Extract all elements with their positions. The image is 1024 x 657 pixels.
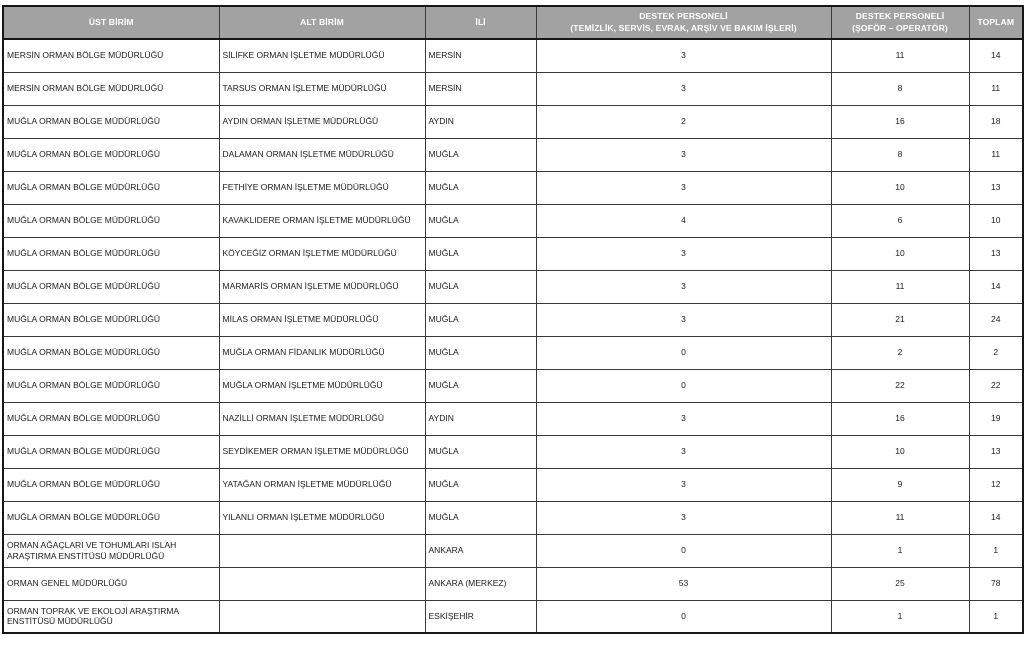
cell-destek-personeli-sofor: 21 xyxy=(831,303,969,336)
table-row xyxy=(3,336,1023,369)
cell-destek-personeli-sofor: 16 xyxy=(831,402,969,435)
cell-destek-personeli-sofor: 6 xyxy=(831,204,969,237)
cell-toplam: 14 xyxy=(969,39,1023,72)
cell-ust-birim: MUĞLA ORMAN BÖLGE MÜDÜRLÜĞÜ xyxy=(3,369,219,402)
cell-destek-personeli-sofor: 10 xyxy=(831,171,969,204)
column-header-alt-birim: ALT BİRİM xyxy=(219,6,425,39)
cell-toplam: 11 xyxy=(969,138,1023,171)
cell-destek-personeli-sofor: 2 xyxy=(831,336,969,369)
cell-toplam: 14 xyxy=(969,270,1023,303)
cell-ust-birim: ORMAN AĞAÇLARI VE TOHUMLARI ISLAH ARAŞTIRMA ENSTİTÜSÜ MÜDÜRLÜĞÜ xyxy=(3,534,219,567)
cell-ili: MUĞLA xyxy=(425,138,536,171)
cell-toplam: 13 xyxy=(969,171,1023,204)
cell-destek-personeli-temizlik: 0 xyxy=(536,369,831,402)
table-row xyxy=(3,204,1023,237)
cell-toplam: 18 xyxy=(969,105,1023,138)
cell-alt-birim: FETHİYE ORMAN İŞLETME MÜDÜRLÜĞÜ xyxy=(219,171,425,204)
table-row xyxy=(3,501,1023,534)
cell-ili: MUĞLA xyxy=(425,270,536,303)
cell-destek-personeli-sofor: 11 xyxy=(831,39,969,72)
cell-destek-personeli-sofor: 9 xyxy=(831,468,969,501)
cell-destek-personeli-temizlik: 3 xyxy=(536,270,831,303)
cell-ili: ANKARA xyxy=(425,534,536,567)
cell-ust-birim: MUĞLA ORMAN BÖLGE MÜDÜRLÜĞÜ xyxy=(3,402,219,435)
cell-toplam: 10 xyxy=(969,204,1023,237)
cell-destek-personeli-temizlik: 3 xyxy=(536,468,831,501)
cell-toplam: 2 xyxy=(969,336,1023,369)
cell-destek-personeli-temizlik: 53 xyxy=(536,567,831,600)
cell-ili: MUĞLA xyxy=(425,468,536,501)
table-row xyxy=(3,435,1023,468)
cell-ust-birim: MUĞLA ORMAN BÖLGE MÜDÜRLÜĞÜ xyxy=(3,435,219,468)
cell-alt-birim xyxy=(219,534,425,567)
table-row xyxy=(3,138,1023,171)
cell-alt-birim: KAVAKLIDERE ORMAN İŞLETME MÜDÜRLÜĞÜ xyxy=(219,204,425,237)
column-header-destek-personeli-temizlik: DESTEK PERSONELİ (TEMİZLİK, SERVİS, EVRAK, ARŞİV VE BAKIM İŞLERİ) xyxy=(536,6,831,39)
cell-ust-birim: MUĞLA ORMAN BÖLGE MÜDÜRLÜĞÜ xyxy=(3,468,219,501)
personnel-table xyxy=(2,5,1024,634)
cell-destek-personeli-sofor: 8 xyxy=(831,138,969,171)
cell-alt-birim: YILANLI ORMAN İŞLETME MÜDÜRLÜĞÜ xyxy=(219,501,425,534)
table-row xyxy=(3,468,1023,501)
cell-destek-personeli-temizlik: 3 xyxy=(536,138,831,171)
cell-ili: MUĞLA xyxy=(425,204,536,237)
cell-destek-personeli-sofor: 11 xyxy=(831,501,969,534)
cell-ust-birim: MUĞLA ORMAN BÖLGE MÜDÜRLÜĞÜ xyxy=(3,138,219,171)
cell-ust-birim: MUĞLA ORMAN BÖLGE MÜDÜRLÜĞÜ xyxy=(3,105,219,138)
personnel-table-container xyxy=(2,5,1022,634)
cell-toplam: 19 xyxy=(969,402,1023,435)
cell-ili: ANKARA (MERKEZ) xyxy=(425,567,536,600)
cell-alt-birim: DALAMAN ORMAN İŞLETME MÜDÜRLÜĞÜ xyxy=(219,138,425,171)
column-header-ust-birim: ÜST BİRİM xyxy=(3,6,219,39)
cell-toplam: 78 xyxy=(969,567,1023,600)
cell-alt-birim: MUĞLA ORMAN İŞLETME MÜDÜRLÜĞÜ xyxy=(219,369,425,402)
cell-toplam: 1 xyxy=(969,534,1023,567)
cell-destek-personeli-sofor: 22 xyxy=(831,369,969,402)
cell-ust-birim: MERSİN ORMAN BÖLGE MÜDÜRLÜĞÜ xyxy=(3,39,219,72)
cell-toplam: 11 xyxy=(969,72,1023,105)
cell-destek-personeli-temizlik: 0 xyxy=(536,600,831,633)
table-row xyxy=(3,270,1023,303)
cell-destek-personeli-temizlik: 3 xyxy=(536,237,831,270)
cell-ust-birim: MUĞLA ORMAN BÖLGE MÜDÜRLÜĞÜ xyxy=(3,171,219,204)
cell-destek-personeli-temizlik: 3 xyxy=(536,402,831,435)
cell-alt-birim: AYDIN ORMAN İŞLETME MÜDÜRLÜĞÜ xyxy=(219,105,425,138)
cell-destek-personeli-sofor: 16 xyxy=(831,105,969,138)
cell-ili: MUĞLA xyxy=(425,171,536,204)
cell-destek-personeli-temizlik: 3 xyxy=(536,72,831,105)
cell-alt-birim: SEYDİKEMER ORMAN İŞLETME MÜDÜRLÜĞÜ xyxy=(219,435,425,468)
cell-alt-birim: TARSUS ORMAN İŞLETME MÜDÜRLÜĞÜ xyxy=(219,72,425,105)
cell-ili: MUĞLA xyxy=(425,435,536,468)
cell-ust-birim: MUĞLA ORMAN BÖLGE MÜDÜRLÜĞÜ xyxy=(3,501,219,534)
table-row xyxy=(3,72,1023,105)
cell-alt-birim: NAZİLLİ ORMAN İŞLETME MÜDÜRLÜĞÜ xyxy=(219,402,425,435)
cell-alt-birim: KÖYCEĞİZ ORMAN İŞLETME MÜDÜRLÜĞÜ xyxy=(219,237,425,270)
cell-ili: MUĞLA xyxy=(425,303,536,336)
cell-destek-personeli-temizlik: 0 xyxy=(536,534,831,567)
cell-alt-birim xyxy=(219,600,425,633)
cell-ili: MUĞLA xyxy=(425,501,536,534)
cell-toplam: 14 xyxy=(969,501,1023,534)
cell-alt-birim: MİLAS ORMAN İŞLETME MÜDÜRLÜĞÜ xyxy=(219,303,425,336)
cell-ili: MUĞLA xyxy=(425,369,536,402)
table-row xyxy=(3,567,1023,600)
table-head xyxy=(3,6,1023,39)
table-body xyxy=(3,39,1023,633)
cell-destek-personeli-temizlik: 3 xyxy=(536,501,831,534)
cell-ili: MERSİN xyxy=(425,72,536,105)
column-header-toplam: TOPLAM xyxy=(969,6,1023,39)
cell-toplam: 13 xyxy=(969,435,1023,468)
cell-toplam: 12 xyxy=(969,468,1023,501)
cell-toplam: 24 xyxy=(969,303,1023,336)
table-row xyxy=(3,369,1023,402)
cell-ili: MUĞLA xyxy=(425,336,536,369)
cell-destek-personeli-sofor: 8 xyxy=(831,72,969,105)
cell-ust-birim: MERSİN ORMAN BÖLGE MÜDÜRLÜĞÜ xyxy=(3,72,219,105)
cell-destek-personeli-sofor: 1 xyxy=(831,534,969,567)
cell-destek-personeli-temizlik: 3 xyxy=(536,435,831,468)
cell-destek-personeli-sofor: 10 xyxy=(831,435,969,468)
header-row xyxy=(3,6,1023,39)
cell-destek-personeli-temizlik: 3 xyxy=(536,303,831,336)
cell-toplam: 13 xyxy=(969,237,1023,270)
cell-toplam: 22 xyxy=(969,369,1023,402)
column-header-ili: İLİ xyxy=(425,6,536,39)
cell-toplam: 1 xyxy=(969,600,1023,633)
cell-ust-birim: MUĞLA ORMAN BÖLGE MÜDÜRLÜĞÜ xyxy=(3,204,219,237)
column-header-destek-personeli-sofor: DESTEK PERSONELİ (ŞOFÖR – OPERATÖR) xyxy=(831,6,969,39)
cell-alt-birim: MUĞLA ORMAN FİDANLIK MÜDÜRLÜĞÜ xyxy=(219,336,425,369)
table-row xyxy=(3,39,1023,72)
cell-ust-birim: MUĞLA ORMAN BÖLGE MÜDÜRLÜĞÜ xyxy=(3,336,219,369)
cell-destek-personeli-sofor: 10 xyxy=(831,237,969,270)
table-row xyxy=(3,402,1023,435)
cell-destek-personeli-temizlik: 2 xyxy=(536,105,831,138)
cell-ili: MERSİN xyxy=(425,39,536,72)
cell-ust-birim: ORMAN TOPRAK VE EKOLOJİ ARAŞTIRMA ENSTİTÜSÜ MÜDÜRLÜĞÜ xyxy=(3,600,219,633)
cell-destek-personeli-sofor: 25 xyxy=(831,567,969,600)
cell-alt-birim xyxy=(219,567,425,600)
cell-ili: ESKİŞEHİR xyxy=(425,600,536,633)
cell-alt-birim: YATAĞAN ORMAN İŞLETME MÜDÜRLÜĞÜ xyxy=(219,468,425,501)
cell-destek-personeli-sofor: 1 xyxy=(831,600,969,633)
table-row xyxy=(3,534,1023,567)
table-row xyxy=(3,237,1023,270)
cell-destek-personeli-temizlik: 3 xyxy=(536,171,831,204)
cell-ust-birim: MUĞLA ORMAN BÖLGE MÜDÜRLÜĞÜ xyxy=(3,303,219,336)
table-row xyxy=(3,600,1023,633)
cell-alt-birim: MARMARİS ORMAN İŞLETME MÜDÜRLÜĞÜ xyxy=(219,270,425,303)
cell-destek-personeli-temizlik: 3 xyxy=(536,39,831,72)
table-row xyxy=(3,105,1023,138)
cell-destek-personeli-sofor: 11 xyxy=(831,270,969,303)
cell-ili: MUĞLA xyxy=(425,237,536,270)
cell-destek-personeli-temizlik: 0 xyxy=(536,336,831,369)
cell-ili: AYDIN xyxy=(425,105,536,138)
cell-alt-birim: SİLİFKE ORMAN İŞLETME MÜDÜRLÜĞÜ xyxy=(219,39,425,72)
cell-ust-birim: MUĞLA ORMAN BÖLGE MÜDÜRLÜĞÜ xyxy=(3,270,219,303)
cell-ust-birim: MUĞLA ORMAN BÖLGE MÜDÜRLÜĞÜ xyxy=(3,237,219,270)
cell-ust-birim: ORMAN GENEL MÜDÜRLÜĞÜ xyxy=(3,567,219,600)
cell-ili: AYDIN xyxy=(425,402,536,435)
table-row xyxy=(3,303,1023,336)
cell-destek-personeli-temizlik: 4 xyxy=(536,204,831,237)
table-row xyxy=(3,171,1023,204)
